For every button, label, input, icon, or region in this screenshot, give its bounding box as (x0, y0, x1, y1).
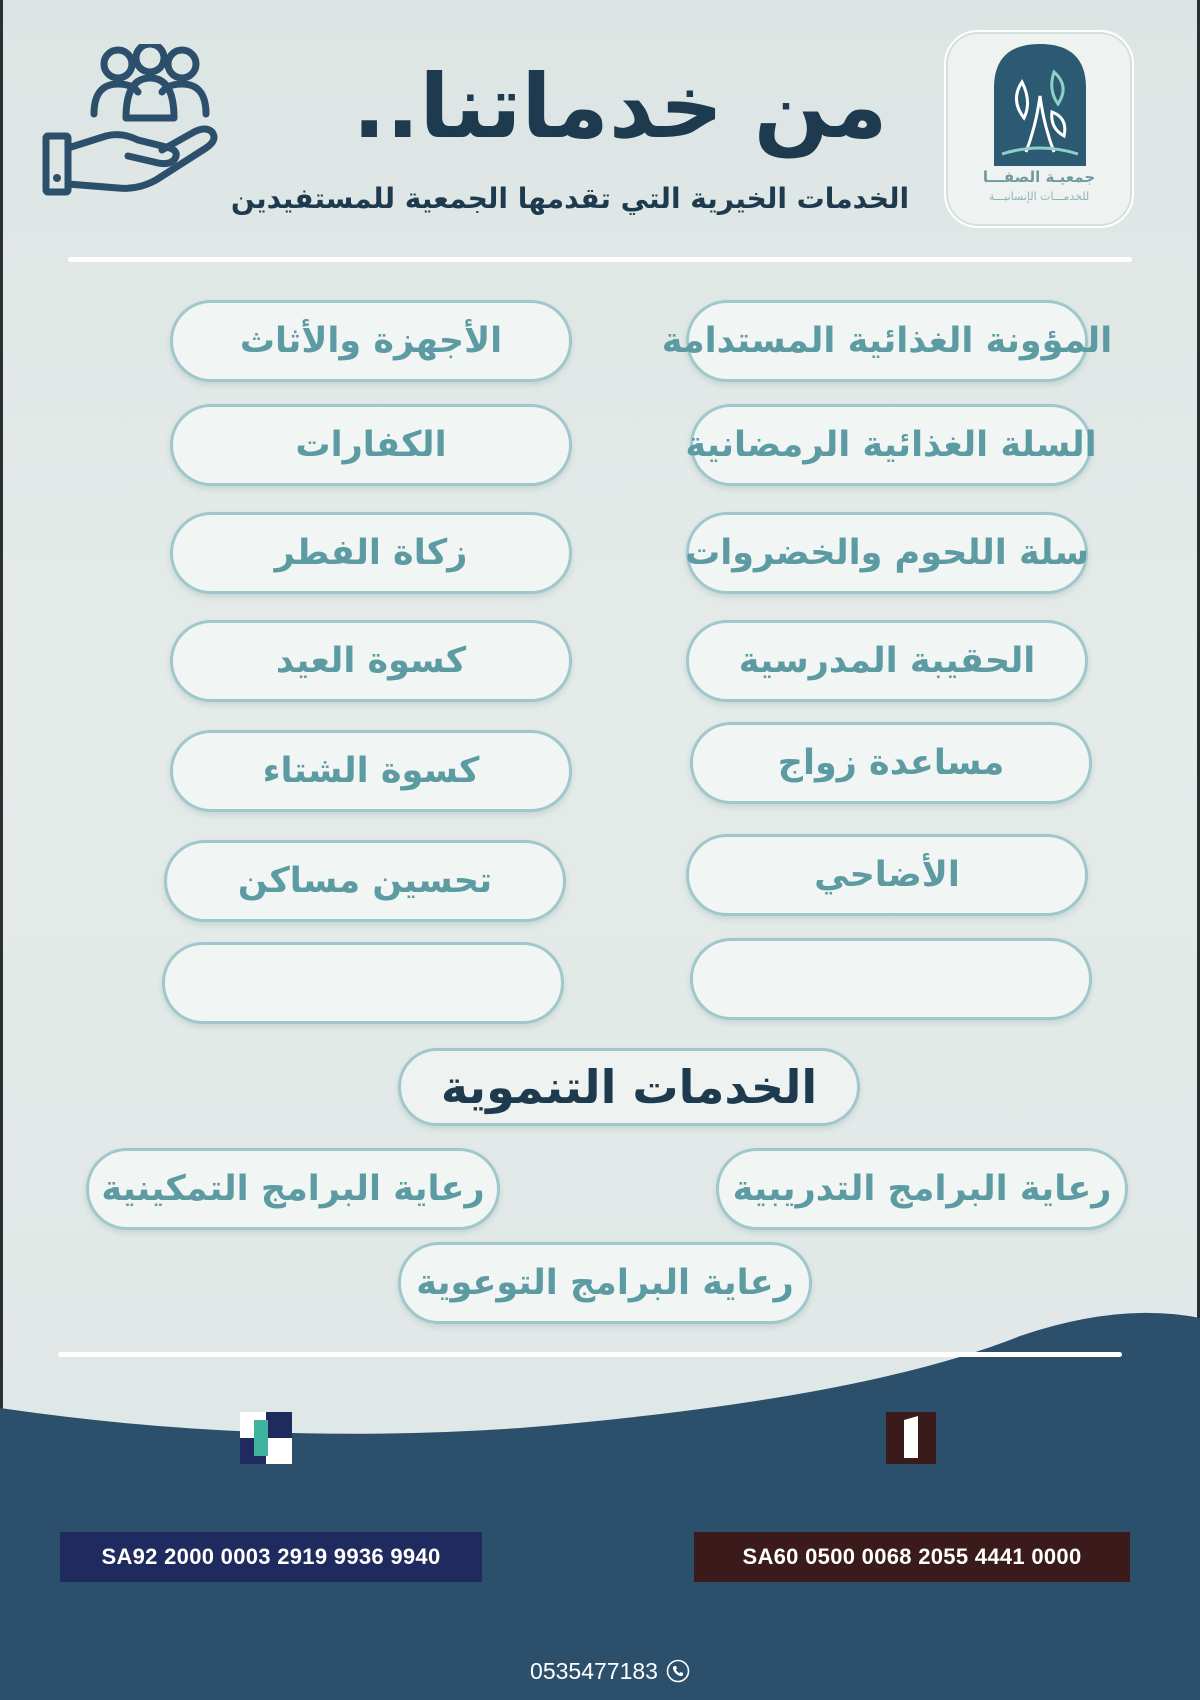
service-pill: كسوة الشتاء (170, 730, 572, 812)
alinma-bank-icon (240, 1412, 292, 1464)
service-pill-empty (162, 942, 564, 1024)
service-pill: السلة الغذائية الرمضانية (690, 404, 1092, 486)
logo-subtitle: للخدمـــات الإنسانيـــة (988, 190, 1090, 203)
logo-name: جمعيـة الصفـــا (982, 168, 1096, 186)
development-pill: رعاية البرامج التوعوية (398, 1242, 812, 1324)
page-title: من خدماتنا.. (352, 55, 888, 158)
phone-contact (490, 1653, 730, 1689)
service-pill: الكفارات (170, 404, 572, 486)
service-pill: الحقيبة المدرسية (686, 620, 1088, 702)
phone-number: 0535477183 (530, 1657, 658, 1684)
development-pill: رعاية البرامج التدريبية (716, 1148, 1128, 1230)
service-pill: مساعدة زواج (690, 722, 1092, 804)
hand-people-icon (42, 44, 232, 204)
development-pill: رعاية البرامج التمكينية (86, 1148, 500, 1230)
service-pill: زكاة الفطر (170, 512, 572, 594)
top-divider (68, 257, 1132, 262)
leaf-arch-logo-icon (992, 42, 1088, 166)
development-section-title: الخدمات التنموية (398, 1048, 860, 1126)
alrajhi-bank-icon (886, 1412, 936, 1464)
phone-icon (666, 1659, 690, 1683)
bottom-divider (58, 1352, 1122, 1357)
service-pill: تحسين مساكن (164, 840, 566, 922)
service-pill: كسوة العيد (170, 620, 572, 702)
association-logo (944, 30, 1134, 228)
service-pill: الأجهزة والأثاث (170, 300, 572, 382)
page-subtitle: الخدمات الخيرية التي تقدمها الجمعية للمستفيدين (230, 182, 910, 215)
iban-alrajhi: SA60 0500 0068 2055 4441 0000 (694, 1532, 1130, 1582)
service-pill-empty (690, 938, 1092, 1020)
service-pill: الأضاحي (686, 834, 1088, 916)
service-pill: سلة اللحوم والخضروات (686, 512, 1088, 594)
iban-alinma: SA92 2000 0003 2919 9936 9940 (60, 1532, 482, 1582)
service-pill: المؤونة الغذائية المستدامة (686, 300, 1088, 382)
